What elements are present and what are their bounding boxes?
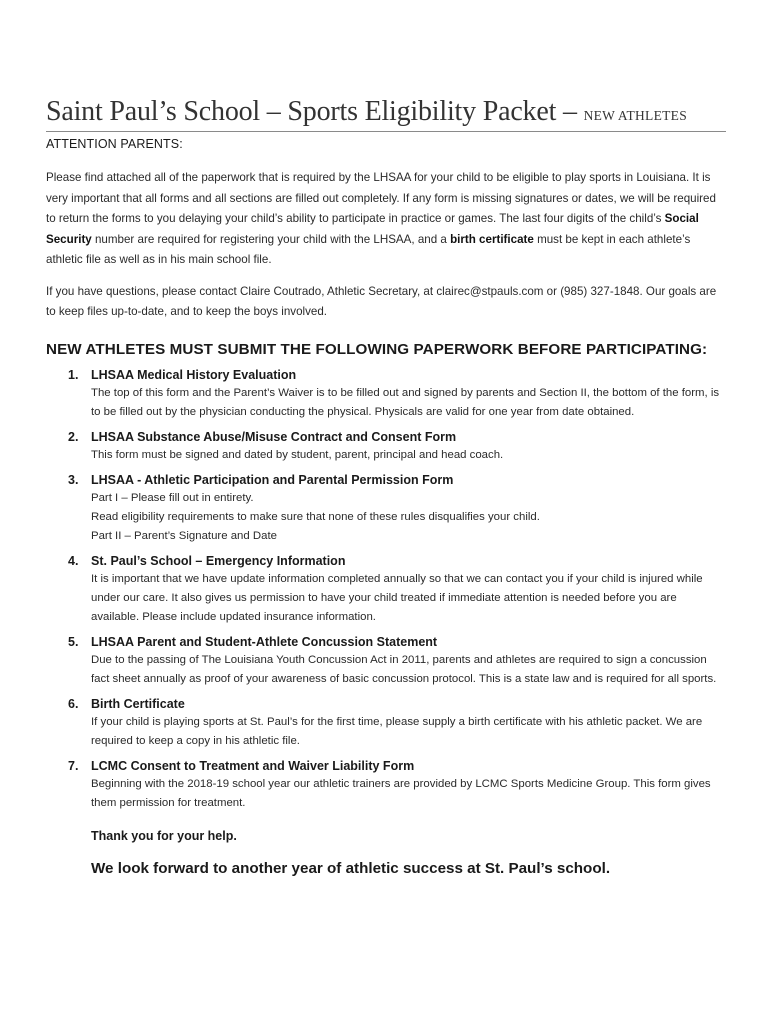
- social-security-emphasis: Social Security: [46, 212, 699, 246]
- list-item-description: [91, 384, 726, 422]
- list-item: [46, 428, 726, 465]
- attention-label: ATTENTION PARENTS:: [46, 137, 183, 151]
- document-header: [46, 96, 726, 132]
- list-item: [46, 552, 726, 627]
- contact-paragraph: If you have questions, please contact Claire Coutrado, Athletic Secretary, at clairec@stpauls.com or (985) 327-1848. Our goals are to keep files up-to-date, and to keep the boys involved.: [46, 284, 717, 318]
- list-item-description: [91, 651, 726, 689]
- list-item-description: [91, 713, 726, 751]
- list-item-description: [91, 570, 726, 627]
- description-line: Part II – Parent’s Signature and Date: [91, 529, 277, 542]
- list-item: [46, 757, 726, 813]
- document-subtitle: NEW ATHLETES: [583, 108, 688, 123]
- description-line: Read eligibility requirements to make sure that none of these rules disqualifies your child.: [91, 510, 540, 523]
- description-line: The top of this form and the Parent’s Waiver is to be filled out and signed by parents and Section II, the bottom of the form, is to be filled out by the physician conducting the physical. Physicals are valid for one year from date obtained.: [91, 386, 720, 418]
- list-item-number: 7.: [68, 758, 79, 773]
- list-item-title: Birth Certificate: [91, 696, 185, 711]
- closing-text: We look forward to another year of athletic success at St. Paul’s school.: [91, 859, 611, 877]
- document-title: Saint Paul’s School – Sports Eligibility Packet –: [46, 96, 584, 127]
- list-item-description: [91, 775, 726, 813]
- description-line: This form must be signed and dated by student, parent, principal and head coach.: [91, 448, 504, 461]
- list-item: [46, 633, 726, 689]
- section-heading: NEW ATHLETES MUST SUBMIT THE FOLLOWING PAPERWORK BEFORE PARTICIPATING:: [46, 340, 708, 358]
- list-item: [46, 695, 726, 751]
- list-item-title: LCMC Consent to Treatment and Waiver Liability Form: [91, 758, 415, 773]
- list-item-number: 5.: [68, 634, 79, 649]
- list-item-description: [91, 489, 726, 546]
- list-item-title: St. Paul’s School – Emergency Information: [91, 553, 346, 568]
- intro-text-b: number are required for registering your child with the LHSAA, and a: [91, 232, 451, 246]
- list-item-description: [91, 446, 726, 465]
- document-page: [46, 96, 726, 877]
- list-item-title: LHSAA - Athletic Participation and Parental Permission Form: [91, 472, 454, 487]
- list-item-title: LHSAA Substance Abuse/Misuse Contract and Consent Form: [91, 429, 457, 444]
- intro-text-a: Please find attached all of the paperwork that is required by the LHSAA for your child to be eligible to play sports in Louisiana. It is very important that all forms and all sections are filled out completely. If any form is missing signatures or dates, we will be required to return the forms to you delaying your child’s ability to participate in practice or games. The last four digits of the child’s: [46, 171, 716, 225]
- list-item-number: 3.: [68, 472, 79, 487]
- thanks-text: Thank you for your help.: [91, 828, 237, 843]
- list-item-number: 1.: [68, 367, 79, 382]
- list-item: [46, 471, 726, 546]
- list-item-title: LHSAA Medical History Evaluation: [91, 367, 297, 382]
- list-item: [46, 366, 726, 422]
- birth-certificate-emphasis: birth certificate: [450, 232, 534, 246]
- intro-text-c: must be kept in each athlete’s athletic file as well as in his main school file.: [46, 232, 691, 266]
- description-line: If your child is playing sports at St. Paul’s for the first time, please supply a birth certificate with his athletic packet. We are required to keep a copy in his athletic file.: [91, 715, 703, 747]
- description-line: Part I – Please fill out in entirety.: [91, 491, 254, 504]
- description-line: It is important that we have update information completed annually so that we can contact you if your child is injured while under our care. It also gives us permission to have your child treated if immediate attention is needed before you are available. Please include updated insurance information.: [91, 572, 703, 623]
- list-item-number: 2.: [68, 429, 79, 444]
- paperwork-list: [46, 366, 726, 813]
- list-item-number: 4.: [68, 553, 79, 568]
- description-line: Beginning with the 2018-19 school year our athletic trainers are provided by LCMC Sports Medicine Group. This form gives them permission for treatment.: [91, 777, 711, 809]
- list-item-title: LHSAA Parent and Student-Athlete Concussion Statement: [91, 634, 438, 649]
- list-item-number: 6.: [68, 696, 79, 711]
- description-line: Due to the passing of The Louisiana Youth Concussion Act in 2011, parents and athletes are required to sign a concussion fact sheet annually as proof of your awareness of basic concussion protocol. This is a state law and is required for all sports.: [91, 653, 717, 685]
- intro-paragraph: [46, 168, 726, 271]
